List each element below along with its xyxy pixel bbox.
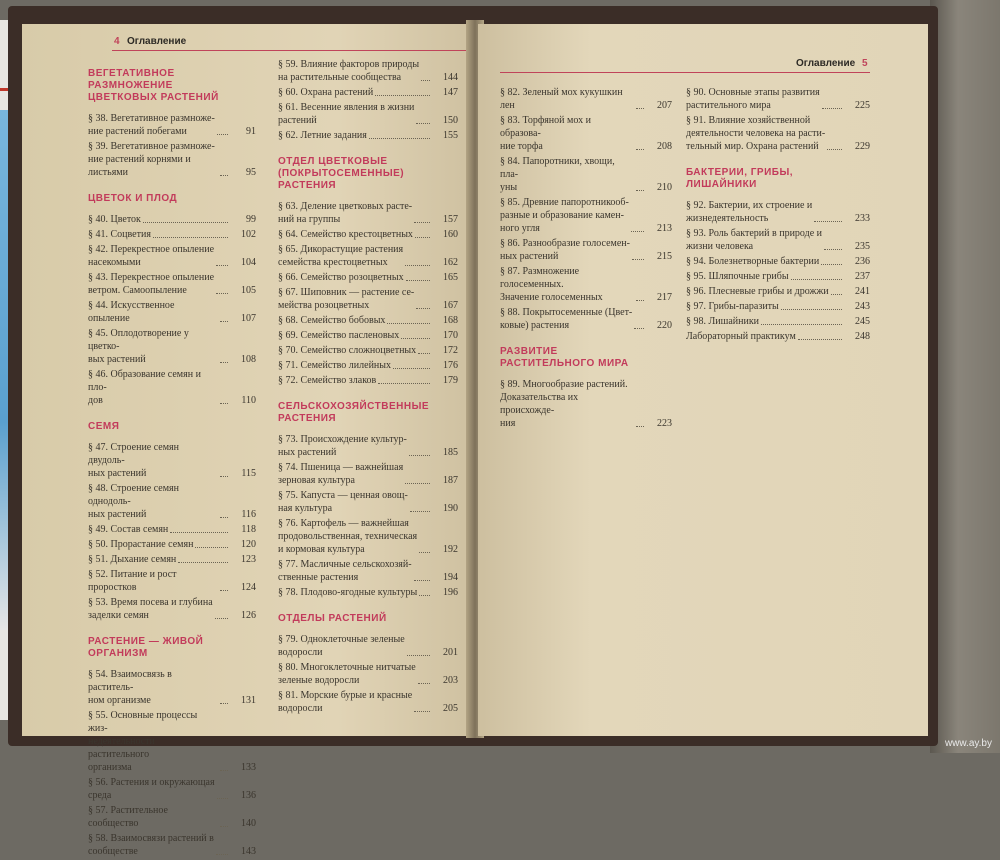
toc-entry-title: § 91. Влияние хозяйственной деятельности человека на расти- тельный мир. Охрана растений [686, 115, 826, 152]
toc-entry-title: § 92. Бактерии, их строение и жизнедеятельность [686, 200, 813, 224]
dot-leader [414, 580, 430, 581]
toc-entry-page: 99 [246, 214, 256, 225]
toc-entry[interactable] [88, 538, 256, 551]
toc-entry-title: § 71. Семейство лилейных [278, 360, 392, 371]
toc-entry-title: § 62. Летние задания [278, 130, 367, 141]
toc-entry-title: Лабораторный практикум [686, 331, 796, 342]
toc-entry-page: 107 [241, 313, 256, 324]
toc-entry-title: § 72. Семейство злаков [278, 375, 377, 386]
toc-entry[interactable] [500, 378, 672, 430]
toc-entry-page: 243 [855, 301, 870, 312]
section-heading: РАЗВИТИЕ РАСТИТЕЛЬНОГО МИРА [500, 346, 629, 369]
toc-entry[interactable] [278, 461, 458, 487]
toc-entry-page: 208 [657, 141, 672, 152]
toc-entry[interactable] [500, 306, 672, 332]
toc-entry-page: 170 [443, 330, 458, 341]
toc-entry[interactable] [278, 586, 458, 599]
toc-entry-title: § 74. Пшеница — важнейшая зерновая культура [278, 462, 404, 486]
toc-entry-page: 116 [241, 509, 256, 520]
dot-leader [421, 80, 430, 81]
toc-entry-title: § 88. Покрытосеменные (Цвет- ковые) растения [500, 307, 633, 331]
toc-entry-page: 245 [855, 316, 870, 327]
toc-entry-page: 241 [855, 286, 870, 297]
dot-leader [415, 237, 430, 238]
toc-entry-page: 172 [443, 345, 458, 356]
toc-entry[interactable] [278, 689, 458, 715]
dot-leader [827, 149, 842, 150]
right-column-1 [500, 86, 672, 432]
toc-entry-title: § 82. Зеленый мох кукушкин лен [500, 87, 623, 111]
right-header-rule [500, 72, 870, 73]
toc-entry-title: § 64. Семейство крестоцветных [278, 229, 413, 240]
toc-entry[interactable] [278, 433, 458, 459]
toc-entry-title: § 56. Растения и окружающая среда [88, 777, 215, 801]
toc-entry-page: 131 [241, 695, 256, 706]
dot-leader [407, 655, 430, 656]
toc-entry[interactable] [686, 300, 870, 313]
toc-entry-title: § 46. Образование семян и пло- дов [88, 369, 201, 406]
toc-entry[interactable] [500, 196, 672, 235]
dot-leader [634, 328, 644, 329]
toc-entry-title: § 69. Семейство пасленовых [278, 330, 400, 341]
toc-entry[interactable] [278, 129, 458, 142]
toc-entry-page: 133 [241, 762, 256, 773]
toc-entry-page: 91 [246, 126, 256, 137]
dot-leader [369, 138, 430, 139]
dot-leader [153, 237, 228, 238]
toc-entry[interactable] [278, 661, 458, 687]
left-page-header: Оглавление [127, 36, 187, 47]
toc-entry-title: § 54. Взаимосвязь в раститель- ном организме [88, 669, 172, 706]
dot-leader [220, 590, 228, 591]
toc-entry-title: § 97. Грибы-паразиты [686, 301, 779, 312]
dot-leader [195, 547, 228, 548]
toc-entry-page: 123 [241, 554, 256, 565]
dot-leader [217, 134, 228, 135]
dot-leader [216, 293, 228, 294]
toc-entry-page: 165 [443, 272, 458, 283]
toc-entry-page: 124 [241, 582, 256, 593]
toc-entry[interactable] [88, 441, 256, 480]
dot-leader [781, 309, 842, 310]
toc-entry-page: 147 [443, 87, 458, 98]
dot-leader [419, 595, 430, 596]
toc-entry[interactable] [278, 58, 458, 84]
toc-entry-title: § 61. Весенние явления в жизни растений [278, 102, 415, 126]
toc-entry-page: 237 [855, 271, 870, 282]
toc-entry[interactable] [686, 270, 870, 283]
toc-entry-title: § 68. Семейство бобовых [278, 315, 386, 326]
toc-entry-title: § 98. Лишайники [686, 316, 760, 327]
toc-entry-page: 126 [241, 610, 256, 621]
toc-entry-page: 201 [443, 647, 458, 658]
toc-entry-page: 160 [443, 229, 458, 240]
dot-leader [220, 517, 228, 518]
dot-leader [418, 353, 430, 354]
dot-leader [636, 190, 644, 191]
toc-entry[interactable] [278, 344, 458, 357]
toc-entry-page: 248 [855, 331, 870, 342]
toc-entry-title: § 65. Дикорастущие растения семейства крестоцветных [278, 244, 404, 268]
toc-entry-page: 225 [855, 100, 870, 111]
toc-entry-page: 150 [443, 115, 458, 126]
toc-entry[interactable] [88, 327, 256, 366]
toc-entry-page: 168 [443, 315, 458, 326]
toc-entry-page: 162 [443, 257, 458, 268]
toc-entry-page: 215 [657, 251, 672, 262]
toc-entry-title: § 81. Морские бурые и красные водоросли [278, 690, 413, 714]
toc-entry[interactable] [88, 523, 256, 536]
toc-entry-title: § 55. Основные процессы жиз- недеятельности растительного организма [88, 710, 198, 773]
toc-entry-page: 140 [241, 818, 256, 829]
toc-entry-page: 179 [443, 375, 458, 386]
dot-leader [143, 222, 228, 223]
toc-entry-page: 196 [443, 587, 458, 598]
toc-entry-title: § 48. Строение семян однодоль- ных растений [88, 483, 180, 520]
toc-entry-title: § 53. Время посева и глубина заделки семян [88, 597, 213, 621]
dot-leader [220, 770, 228, 771]
toc-entry[interactable] [278, 101, 458, 127]
toc-entry[interactable] [88, 243, 256, 269]
toc-entry[interactable] [278, 271, 458, 284]
toc-entry[interactable] [686, 227, 870, 253]
toc-entry[interactable] [278, 558, 458, 584]
watermark: www.ay.by [944, 738, 992, 749]
toc-entry[interactable] [278, 243, 458, 269]
toc-entry-title: § 52. Питание и рост проростков [88, 569, 177, 593]
toc-entry-page: 105 [241, 285, 256, 296]
section-heading: СЕМЯ [88, 421, 120, 432]
toc-entry-title: § 87. Размножение голосеменных. Значение голосеменных [500, 266, 603, 303]
toc-entry-title: § 95. Шляпочные грибы [686, 271, 789, 282]
toc-entry-page: 205 [443, 703, 458, 714]
right-page-header: Оглавление [796, 58, 856, 69]
left-column-1 [88, 68, 256, 860]
toc-entry-page: 102 [241, 229, 256, 240]
toc-entry-title: § 77. Масличные сельскохозяй- ственные растения [278, 559, 412, 583]
dot-leader [178, 562, 228, 563]
toc-entry-page: 120 [241, 539, 256, 550]
toc-entry[interactable] [500, 86, 672, 112]
toc-entry-page: 155 [443, 130, 458, 141]
dot-leader [410, 511, 430, 512]
toc-entry[interactable] [88, 568, 256, 594]
toc-entry-page: 203 [443, 675, 458, 686]
dot-leader [220, 175, 228, 176]
toc-entry-page: 176 [443, 360, 458, 371]
dot-leader [414, 711, 430, 712]
toc-entry-page: 223 [657, 418, 672, 429]
dot-leader [387, 323, 430, 324]
dot-leader [822, 108, 842, 109]
toc-entry-title: § 75. Капуста — ценная овощ- ная культура [278, 490, 408, 514]
toc-entry-title: § 76. Картофель — важнейшая продовольственная, техническая и кормовая культура [278, 518, 418, 555]
section-heading: ЦВЕТОК И ПЛОД [88, 193, 178, 204]
dot-leader [406, 280, 430, 281]
dot-leader [636, 300, 644, 301]
toc-entry-title: § 40. Цветок [88, 214, 141, 225]
dot-leader [814, 221, 842, 222]
left-page-number: 4 [114, 36, 120, 47]
toc-entry-title: § 86. Разнообразие голосемен- ных растений [500, 238, 630, 262]
section-heading: ВЕГЕТАТИВНОЕ РАЗМНОЖЕНИЕ ЦВЕТКОВЫХ РАСТЕНИЙ [88, 68, 219, 103]
dot-leader [215, 618, 228, 619]
dot-leader [375, 95, 430, 96]
toc-entry-title: § 43. Перекрестное опыление ветром. Самоопыление [88, 272, 215, 296]
section-heading: СЕЛЬСКОХОЗЯЙСТВЕННЫЕ РАСТЕНИЯ [278, 401, 430, 424]
toc-entry[interactable] [88, 140, 256, 179]
toc-entry[interactable] [686, 285, 870, 298]
right-column-2 [686, 86, 870, 345]
section-heading: БАКТЕРИИ, ГРИБЫ, ЛИШАЙНИКИ [686, 167, 794, 190]
toc-entry-title: § 63. Деление цветковых расте- ний на группы [278, 201, 413, 225]
toc-entry[interactable] [88, 804, 256, 830]
toc-entry[interactable] [88, 228, 256, 241]
toc-entry-page: 104 [241, 257, 256, 268]
dot-leader [220, 403, 228, 404]
dot-leader [409, 455, 430, 456]
toc-entry-title: § 85. Древние папоротникооб- разные и образование камен- ного угля [500, 197, 629, 234]
toc-entry[interactable] [88, 368, 256, 407]
toc-entry-title: § 41. Соцветия [88, 229, 151, 240]
toc-entry[interactable] [500, 155, 672, 194]
toc-entry[interactable] [88, 832, 256, 858]
toc-entry-page: 167 [443, 300, 458, 311]
dot-leader [220, 362, 228, 363]
toc-entry-title: § 84. Папоротники, хвощи, пла- уны [500, 156, 615, 193]
dot-leader [378, 383, 430, 384]
toc-entry[interactable] [88, 112, 256, 138]
toc-entry-page: 115 [241, 468, 256, 479]
toc-entry-title: § 59. Влияние факторов природы на растительные сообщества [278, 59, 420, 83]
toc-entry-title: § 93. Роль бактерий в природе и жизни человека [686, 228, 823, 252]
toc-entry-page: 110 [241, 395, 256, 406]
toc-entry[interactable] [278, 489, 458, 515]
toc-entry-title: § 80. Многоклеточные нитчатые зеленые водоросли [278, 662, 416, 686]
toc-entry-title: § 39. Вегетативное размноже- ние растений корнями и листьями [88, 141, 215, 178]
dot-leader [632, 259, 644, 260]
left-page [22, 24, 472, 857]
dot-leader [216, 265, 228, 266]
toc-entry-page: 108 [241, 354, 256, 365]
toc-entry[interactable] [88, 482, 256, 521]
toc-entry[interactable] [278, 633, 458, 659]
toc-entry-page: 95 [246, 167, 256, 178]
toc-entry-page: 118 [241, 524, 256, 535]
toc-entry-page: 210 [657, 182, 672, 193]
toc-entry-title: § 51. Дыхание семян [88, 554, 177, 565]
section-heading: ОТДЕЛ ЦВЕТКОВЫЕ (ПОКРЫТОСЕМЕННЫЕ) РАСТЕНИЯ [278, 156, 405, 191]
section-heading: РАСТЕНИЕ — ЖИВОЙ ОРГАНИЗМ [88, 636, 204, 659]
dot-leader [401, 338, 430, 339]
toc-entry-title: § 83. Торфяной мох и образова- ние торфа [500, 115, 591, 152]
toc-entry[interactable] [686, 330, 870, 343]
dot-leader [220, 826, 228, 827]
right-page-number: 5 [862, 58, 868, 69]
toc-entry-page: 213 [657, 223, 672, 234]
toc-entry[interactable] [500, 265, 672, 304]
toc-entry[interactable] [686, 86, 870, 112]
toc-entry-title: § 58. Взаимосвязи растений в сообществе [88, 833, 214, 857]
toc-entry-title: § 90. Основные этапы развития растительного мира [686, 87, 820, 111]
dot-leader [414, 222, 430, 223]
toc-entry[interactable] [278, 374, 458, 387]
dot-leader [636, 108, 644, 109]
section-heading: ОТДЕЛЫ РАСТЕНИЙ [278, 613, 387, 624]
dot-leader [791, 279, 842, 280]
dot-leader [393, 368, 430, 369]
background-floor [930, 0, 1000, 753]
toc-entry-title: § 45. Оплодотворение у цветко- вых растений [88, 328, 189, 365]
dot-leader [798, 339, 842, 340]
dot-leader [761, 324, 842, 325]
toc-entry-page: 233 [855, 213, 870, 224]
toc-entry-title: § 38. Вегетативное размноже- ние растений побегами [88, 113, 215, 137]
toc-entry[interactable] [278, 359, 458, 372]
toc-entry-title: § 50. Прорастание семян [88, 539, 194, 550]
toc-entry-title: § 89. Многообразие растений. Доказательства их происхожде- ния [500, 379, 628, 429]
toc-entry[interactable] [88, 709, 256, 774]
toc-entry-page: 192 [443, 544, 458, 555]
toc-entry-page: 143 [241, 846, 256, 857]
toc-entry-page: 236 [855, 256, 870, 267]
toc-entry-title: § 42. Перекрестное опыление насекомыми [88, 244, 215, 268]
toc-entry[interactable] [278, 86, 458, 99]
toc-entry-title: § 60. Охрана растений [278, 87, 374, 98]
toc-entry[interactable] [686, 114, 870, 153]
toc-entry[interactable] [500, 237, 672, 263]
toc-entry[interactable] [88, 553, 256, 566]
dot-leader [419, 552, 430, 553]
toc-entry-page: 187 [443, 475, 458, 486]
toc-entry[interactable] [278, 200, 458, 226]
toc-entry[interactable] [500, 114, 672, 153]
right-page [478, 24, 928, 736]
toc-entry-title: § 66. Семейство розоцветных [278, 272, 404, 283]
toc-entry-page: 229 [855, 141, 870, 152]
dot-leader [821, 264, 842, 265]
toc-entry-title: § 94. Болезнетворные бактерии [686, 256, 820, 267]
toc-entry[interactable] [278, 329, 458, 342]
toc-entry-title: § 49. Состав семян [88, 524, 169, 535]
toc-entry-page: 217 [657, 292, 672, 303]
left-header-rule [112, 50, 467, 51]
toc-entry[interactable] [278, 314, 458, 327]
toc-entry-page: 157 [443, 214, 458, 225]
dot-leader [220, 703, 228, 704]
toc-entry-title: § 70. Семейство сложноцветных [278, 345, 417, 356]
dot-leader [418, 683, 430, 684]
toc-entry[interactable] [88, 271, 256, 297]
toc-entry[interactable] [88, 668, 256, 707]
toc-entry-page: 194 [443, 572, 458, 583]
dot-leader [631, 231, 644, 232]
toc-entry-title: § 96. Плесневые грибы и дрожжи [686, 286, 829, 297]
toc-entry-page: 144 [443, 72, 458, 83]
toc-entry-title: § 47. Строение семян двудоль- ных растений [88, 442, 180, 479]
toc-entry[interactable] [88, 213, 256, 226]
toc-entry[interactable] [88, 299, 256, 325]
dot-leader [831, 294, 842, 295]
toc-entry[interactable] [278, 228, 458, 241]
left-column-2 [278, 58, 458, 717]
toc-entry-page: 185 [443, 447, 458, 458]
toc-entry-page: 235 [855, 241, 870, 252]
dot-leader [220, 321, 228, 322]
toc-entry-page: 207 [657, 100, 672, 111]
toc-entry-title: § 44. Искусственное опыление [88, 300, 175, 324]
toc-entry-page: 220 [657, 320, 672, 331]
dot-leader [636, 149, 644, 150]
dot-leader [216, 854, 228, 855]
toc-entry-page: 136 [241, 790, 256, 801]
toc-entry-title: § 78. Плодово-ягодные культуры [278, 587, 418, 598]
dot-leader [405, 265, 430, 266]
dot-leader [416, 308, 430, 309]
toc-entry[interactable] [686, 315, 870, 328]
toc-entry[interactable] [686, 255, 870, 268]
toc-entry[interactable] [88, 596, 256, 622]
dot-leader [220, 476, 228, 477]
toc-entry-title: § 79. Одноклеточные зеленые водоросли [278, 634, 405, 658]
toc-entry[interactable] [278, 286, 458, 312]
dot-leader [636, 426, 644, 427]
toc-entry[interactable] [278, 517, 458, 556]
toc-entry[interactable] [88, 776, 256, 802]
dot-leader [405, 483, 430, 484]
dot-leader [416, 123, 430, 124]
toc-entry-title: § 67. Шиповник — растение се- мейства розоцветных [278, 287, 415, 311]
toc-entry-title: § 57. Растительное сообщество [88, 805, 168, 829]
toc-entry-title: § 73. Происхождение культур- ных растений [278, 434, 407, 458]
toc-entry-page: 190 [443, 503, 458, 514]
toc-entry[interactable] [686, 199, 870, 225]
dot-leader [217, 798, 228, 799]
dot-leader [824, 249, 842, 250]
dot-leader [170, 532, 228, 533]
